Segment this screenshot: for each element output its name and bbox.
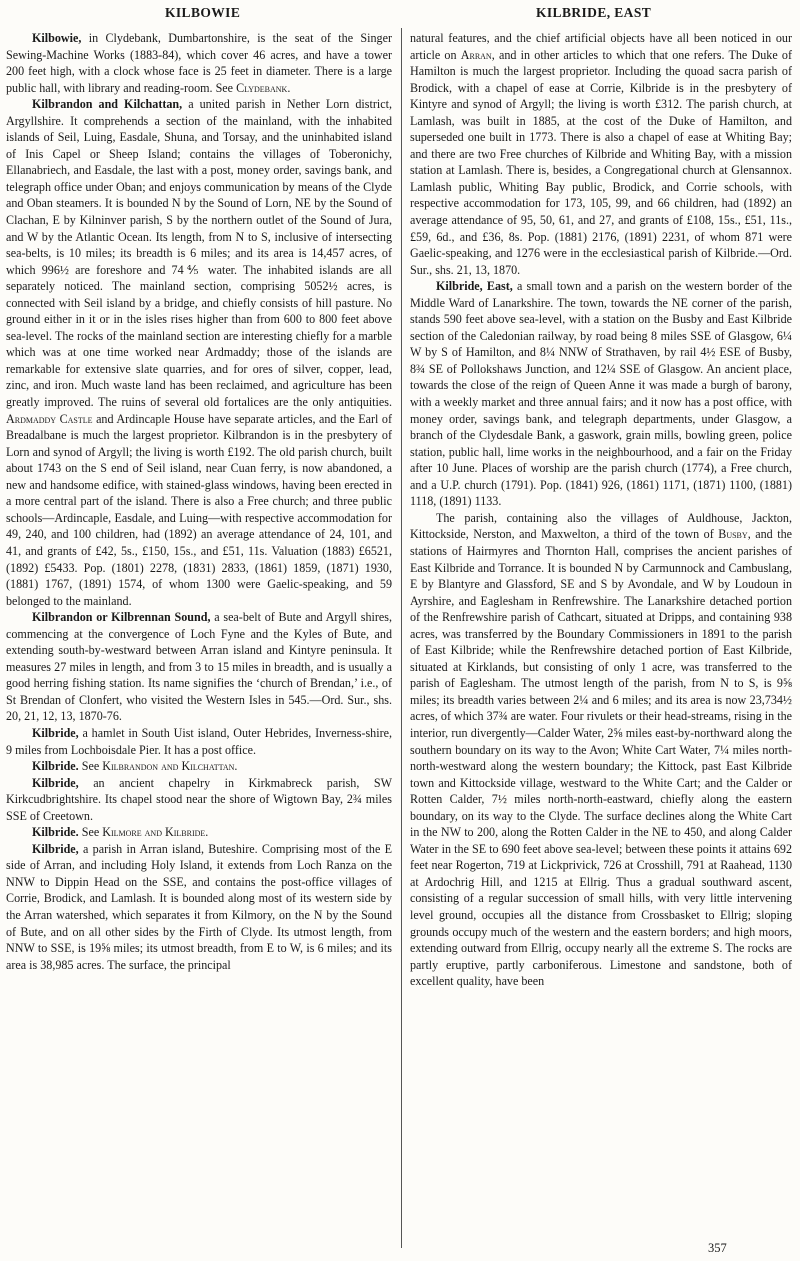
right-column <box>410 30 792 990</box>
entry-kilbride-east-parish: The parish, containing also the villages of Auldhouse, Jackton, Kittockside, Nerston, and Maxwelton, a third of the town of Busby, and the stations of Hairmyres and Thornton Hall, comprises the ancient parishes of East Kilbride and Torrance. It is bounded N by Carmunnock and Cambuslang, E by Blantyre and Glassford, SE and S by Avondale, and W by Loudoun in Ayrshire, and Eaglesham in Renfrewshire. The Lanarkshire detached portion of the Renfrewshire parish of Cathcart, situated at Dripps, and containing 938 acres, was transferred by the Boundary Commissioners in 1891 to the parish of East Kilbride; while the Renfrewshire detached portion of East Kilbride, situated at Kirklands, but consisting of only 1 acre, was transferred to the parish of Eaglesham. The utmost length of the parish, from N to S, is 9⅝ miles; its breadth varies between 2¼ and 6 miles; and its area is now 23,734½ acres, of which 37¾ are water. Four rivulets or their head-streams, rising in the interior, run divergently—Calder Water, 2⅝ miles east-by-northward along the southern boundary on its way to the Avon; White Cart Water, 7¼ miles north-north-westward along the western boundary; the Kittock, past East Kilbride town and Kittockside village, westward to the White Cart; and the Calder or Rotten Calder, 7½ miles north-north-eastward, chiefly along the eastern boundary, on its way to the Clyde. The surface declines along the White Cart in the NW to 200, along the Rotten Calder in the NE to 450, and along Calder Water in the SE to 690 feet above sea-level; between these points it attains 692 feet near Rogerton, 719 at Lickprivick, 726 at Crosshill, 791 at Raahead, 1130 at Ardochrig Hill, and 1215 at Ellrig. Thus a gradual southward ascent, consisting of a regular succession of small hills, with very little intervening level ground, occupies all the distance from Crossbasket to Ellrig; sloping grounds occupy much of the western and the eastern borders; and high moors, extending outward from Ellrig, occupy nearly all the extreme S. The rocks are partly eruptive, partly carboniferous. Limestone and sandstone, both of excellent quality, have been <box>410 510 793 989</box>
cross-reference: Arran <box>460 47 492 62</box>
running-head-left: KILBOWIE <box>165 5 241 20</box>
entry-kilbowie: Kilbowie, in Clydebank, Dumbartonshire, is the seat of the Singer Sewing-Machine Works (1883-84), which cover 46 acres, and have a tower 200 feet high, with a clock whose face is 25 feet in diameter. There is a large public hall, with library and reading-room. See Clydebank. <box>6 31 392 95</box>
cross-reference: Kilmore and Kilbride <box>102 825 206 840</box>
cross-reference: Ardmaddy Castle <box>6 411 93 426</box>
column-divider <box>401 28 402 1248</box>
entry-kilbride-uist: Kilbride, a hamlet in South Uist island, Outer Hebrides, Inverness-shire, 9 miles from Lochboisdale Pier. It has a post office. <box>6 725 392 757</box>
entry-kilbride-arran-continued: natural features, and the chief artificial objects have all been noticed in our article on Arran, and in other articles to which that one refers. The Duke of Hamilton is much the largest proprietor. Including the quoad sacra parish of Brodick, with a chapel of ease at Corrie, Kilbride is in the presbytery of Kintyre and synod of Argyll; the living is worth £312. The parish church, at Lamlash, was built in 1885, at the cost of the Duke of Hamilton, and superseded one built in 1773. There is also a chapel of ease at Whiting Bay; and there are two Free churches of Kilbride and Whiting Bay, with a mission station at Lamlash. There is, besides, a Congregational church at Glensannox. Lamlash public, Whiting Bay public, Brodick, and Corrie schools, with respective accommodation for 173, 105, 99, and 66 children, had (1892) an average attendance of 95, 50, 61, and 27, and grants of £108, 15s., £51, 11s., £59, 6d., and £36, 8s. Pop. (1881) 2176, (1891) 2231, of whom 871 were Gaelic-speaking, and 1276 were in the ecclesiastical parish of Kilbride.—Ord. Sur., shs. 21, 13, 1870. <box>410 31 792 277</box>
entry-kilbride-east: Kilbride, East, a small town and a parish on the western border of the Middle Ward of Lanarkshire. The town, towards the NE corner of the parish, stands 590 feet above sea-level, with a station on the Busby and East Kilbride section of the Caledonian railway, by road being 8 miles SSE of Glasgow, 6¼ W by S of Hamilton, and 8¼ NNW of Strathaven, by rail 4½ ESE of Busby, 8¾ SE of Pollokshaws Junction, and 12¼ SSE of Glasgow. An ancient place, towards the close of the reign of Queen Anne it was made a burgh of barony, with a weekly market and three annual fairs; and it now has a post office, with money order, savings bank, and telegraph departments, under Glasgow, a branch of the Clydesdale Bank, a gaswork, grain mills, bowling green, police station, public hall, lime works in the neighbourhood, and a fair on the Friday after 10 June. Places of worship are the parish church (1774), a Free church, and a U.P. church (1791). Pop. (1841) 926, (1861) 1171, (1871) 1100, (1881) 1118, (1891) 1133. <box>410 279 792 509</box>
cross-reference: Busby <box>718 527 748 542</box>
entry-kilbride-chapelry: Kilbride, an ancient chapelry in Kirkmabreck parish, SW Kirkcudbrightshire. Its chapel stood near the shore of Wigtown Bay, 2¾ miles SSE of Creetown. <box>6 775 392 823</box>
entry-kilbride-see-kilbrandon: Kilbride. See Kilbrandon and Kilchattan. <box>32 759 238 774</box>
entry-kilbride-arran: Kilbride, a parish in Arran island, Buteshire. Comprising most of the E side of Arran, and including Holy Island, it extends from Loch Ranza on the NNW to Dippin Head on the SSE, and contains the post-office villages of Corrie, Brodick, and Lamlash. It is bounded along most of its western side by the Arran watershed, which separates it from Kilmory, on the N by the Sound of Bute, and on all other sides by the Firth of Clyde. Its utmost length, from NNW to SSE, is 19⅝ miles; its utmost breadth, from E to W, is 6 miles; and its area is 38,985 acres. The surface, the principal <box>6 841 392 972</box>
left-column <box>6 30 392 973</box>
cross-reference: Clydebank <box>236 80 288 95</box>
page-number: 357 <box>708 1241 727 1255</box>
running-head-right: KILBRIDE, EAST <box>536 5 652 20</box>
entry-kilbride-see-kilmore: Kilbride. See Kilmore and Kilbride. <box>32 825 209 840</box>
cross-reference: Kilbrandon and Kilchattan <box>102 759 235 774</box>
entry-kilbrandon-kilchattan: Kilbrandon and Kilchattan, a united parish in Nether Lorn district, Argyllshire. It comprehends a section of the mainland, with the inhabited islands of Seil, Luing, Easdale, Shuna, and Torsay, and the uninhabited island of Inis Capel or Sheep Island; contains the villages of Toberonichy, Ellanabriech, and Easdale, the last with a post, money order, savings bank, and telegraph office under Oban; and enjoys communication by means of the Clyde and Oban steamers. It is bounded N by the Sound of Lorn, NE by the Sound of Clachan, E by Kilninver parish, S by the northern outlet of the Sound of Jura, and W by the Atlantic Ocean. Its length, from N to S, inclusive of intersecting sea-belts, is 10 miles; its breadth is 6 miles; and its area is 14,457 acres, of which 996½ are foreshore and 74⅘ water. The inhabited islands are all separately noticed. The mainland section, comprising 5052½ acres, is connected with Seil island by a bridge, and chiefly consists of hill pasture. No ground either in it or in the isles rises higher than from 600 to 800 feet above sea-level. The rocks of the mainland section are interesting chiefly for a marble which was at one time worked near Ardmaddy; those of the islands are remarkable for extensive slate quarries, and for ores of silver, copper, lead, zinc, and iron. Much waste land has been reclaimed, and agriculture has been greatly improved. The ruins of several old fortalices are the only antiquities. Ardmaddy Castle and Ardincaple House have separate articles, and the Earl of Breadalbane is much the largest proprietor. Kilbrandon is in the presbytery of Lorn and synod of Argyll; the living is worth £192. The old parish church, built about 1743 on the S end of Seil island, near Cuan ferry, is now abandoned, a new and handsome edifice, with stained-glass windows, having been erected in a more central part of the island. There is also a Free church; and three public schools—Ardincaple, Easdale, and Luing—with respective accommodation for 49, 240, and 100 children, had (1892) an average attendance of 24, 101, and 41, and grants of £42, 5s., £150, 15s., and £51, 11s. Valuation (1883) £6521, (1892) £5433. Pop. (1801) 2278, (1831) 2833, (1861) 1859, (1871) 1930, (1881) 1767, (1891) 1574, of whom 1300 were Gaelic-speaking, and 59 belonged to the mainland. <box>6 97 392 608</box>
entry-kilbrennan-sound: Kilbrandon or Kilbrennan Sound, a sea-belt of Bute and Argyll shires, commencing at the convergence of Loch Fyne and the Kyles of Bute, and extending south-by-westward between Arran island and Kintyre peninsula. It measures 27 miles in length, and from 3 to 15 miles in breadth, and is usually a good herring fishing station. Its name signifies the ‘church of Brendan,’ i.e., of St Brendan of Clonfert, who visited the Western Isles in 545.—Ord. Sur., shs. 20, 21, 12, 13, 1870-76. <box>6 610 392 724</box>
